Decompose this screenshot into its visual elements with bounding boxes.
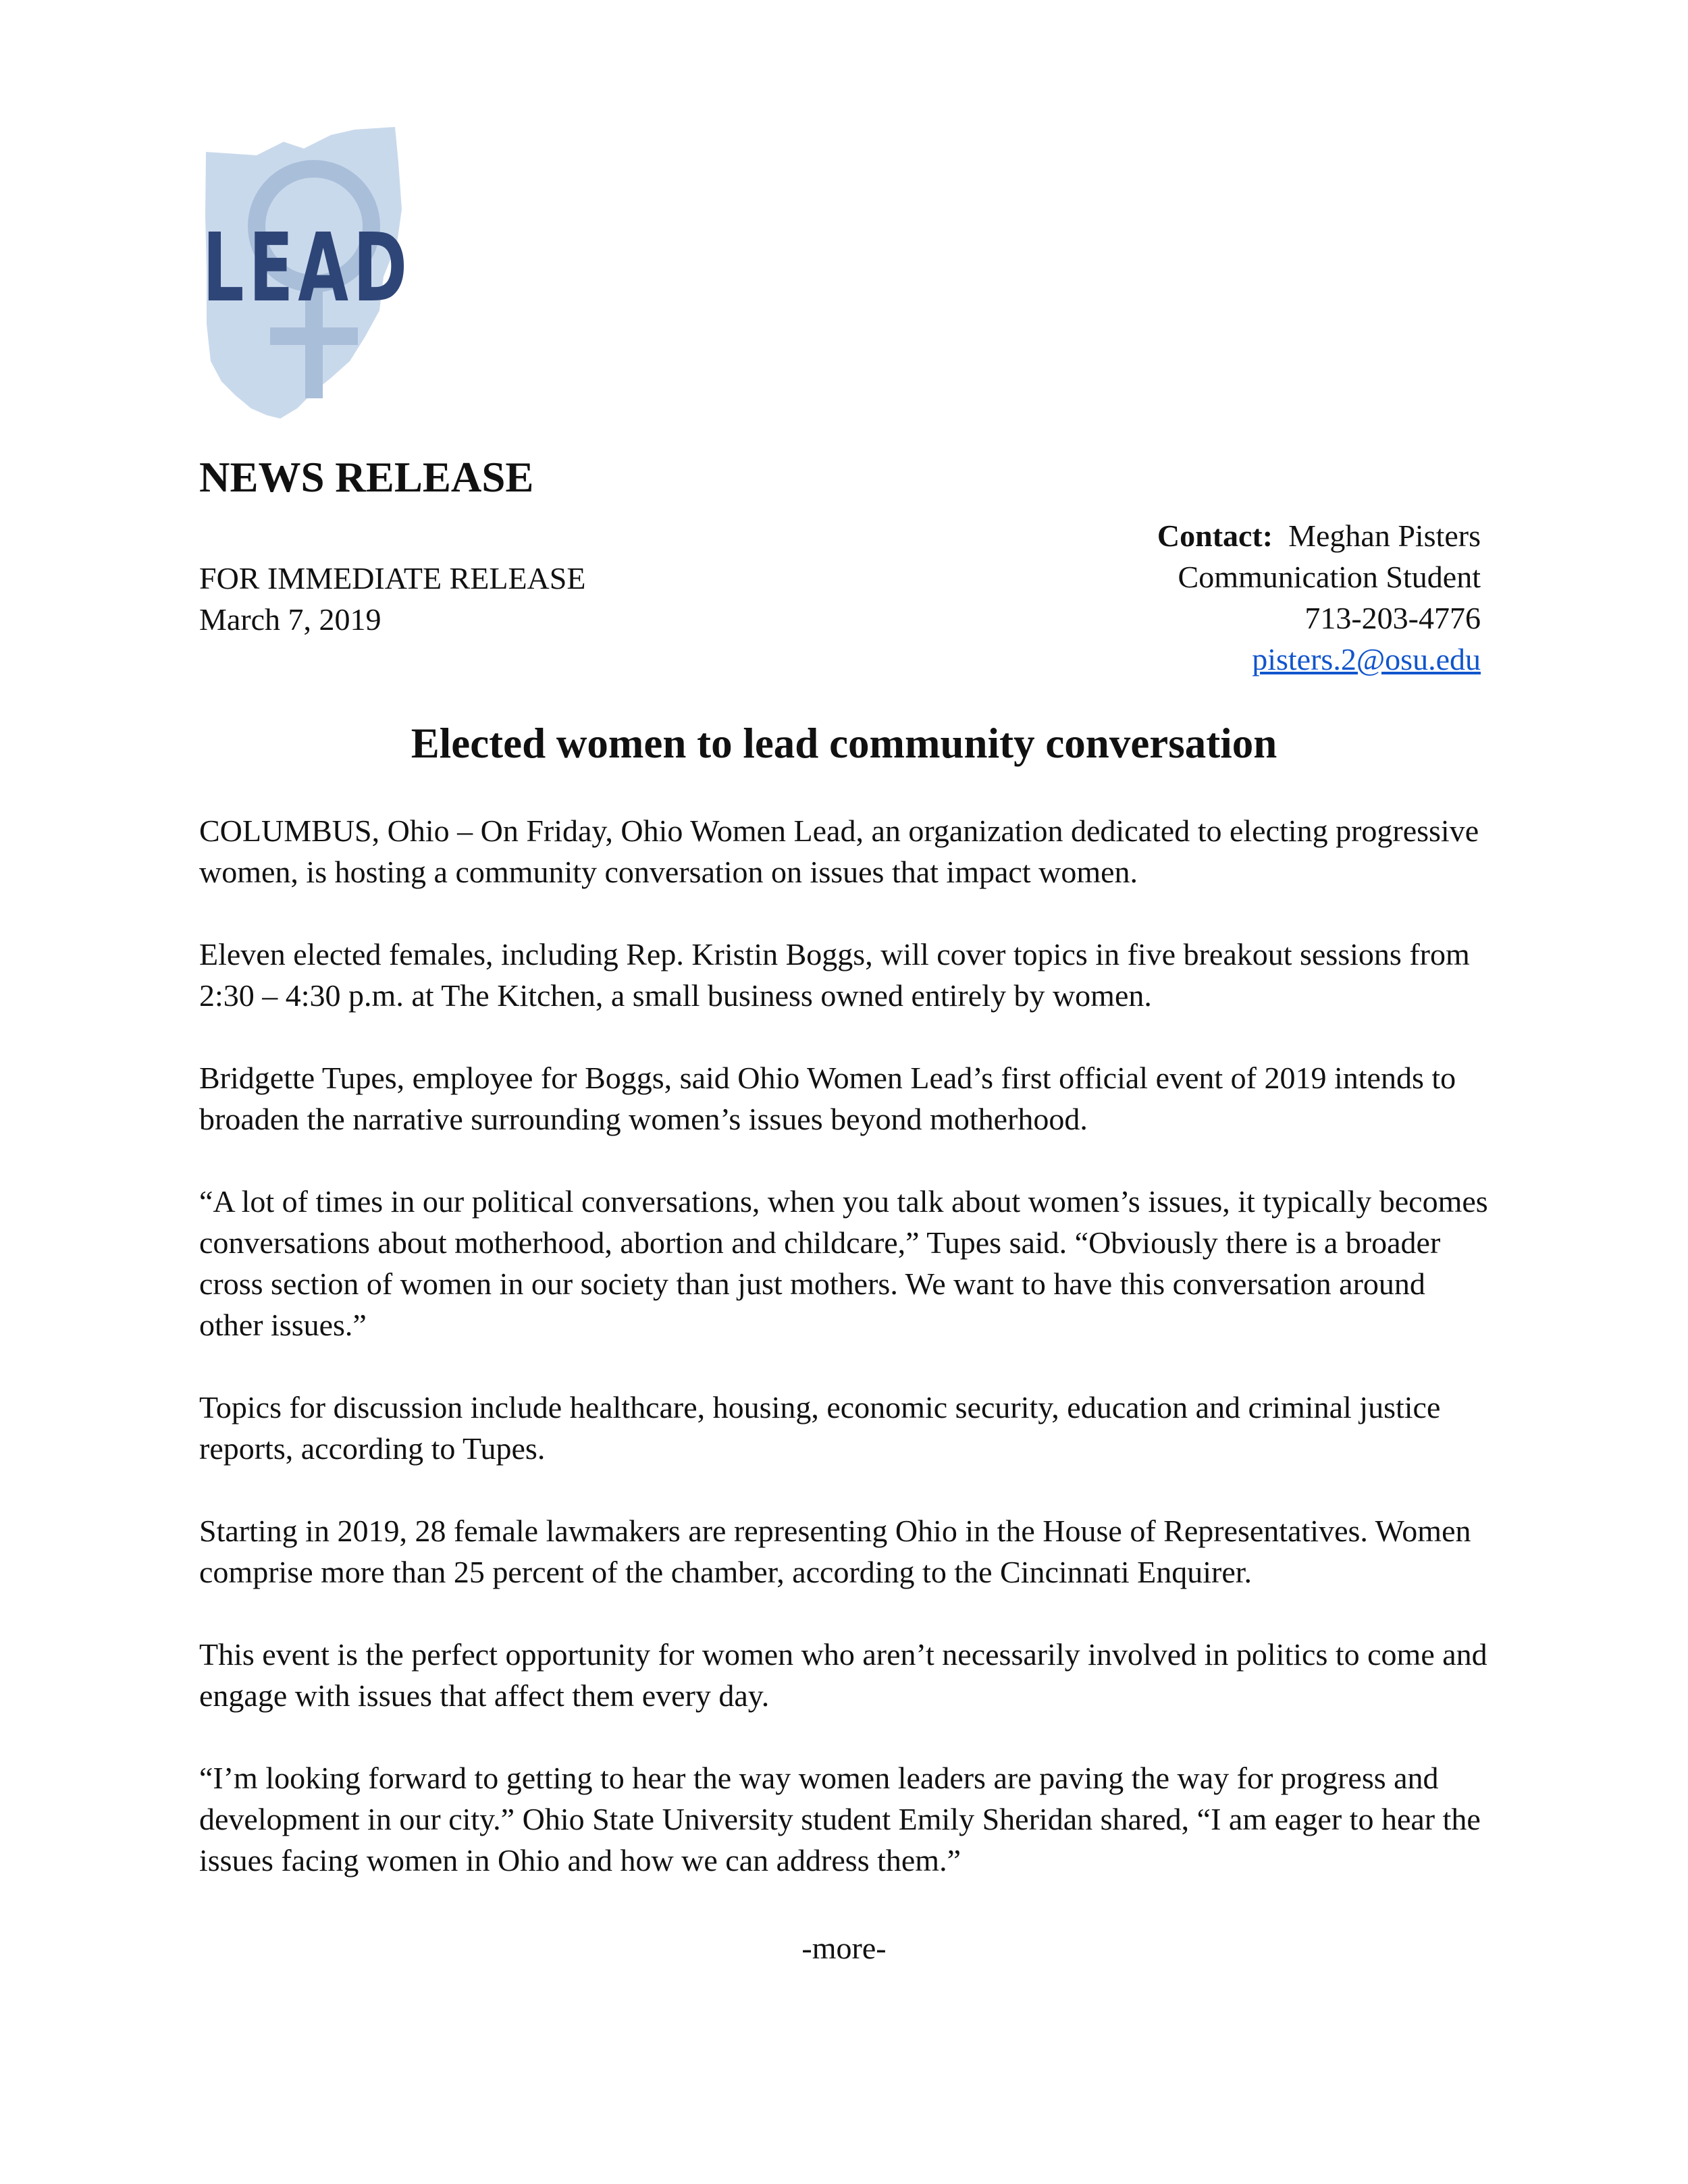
- paragraph: This event is the perfect opportunity for women who aren’t necessarily involved in politics to come and engage with issues that affect them every day.: [199, 1637, 1487, 1713]
- paragraph: Starting in 2019, 28 female lawmakers are representing Ohio in the House of Representatives. Women comprise more than 25 percent of the chamber, according to the Cincinnati Enquirer.: [199, 1514, 1471, 1589]
- more-indicator: -more-: [801, 1931, 887, 1965]
- paragraph: Bridgette Tupes, employee for Boggs, said Ohio Women Lead’s first official event of 2019 intends to broaden the narrative surrounding women’s issues beyond motherhood.: [199, 1061, 1456, 1136]
- contact-title: Communication Student: [1178, 560, 1481, 594]
- contact-block: [1157, 515, 1481, 680]
- paragraph: Eleven elected females, including Rep. Kristin Boggs, will cover topics in five breakout sessions from 2:30 – 4:30 p.m. at The Kitchen, a small business owned entirely by women.: [199, 937, 1470, 1013]
- lead-logo: [203, 122, 473, 425]
- contact-email-link[interactable]: pisters.2@osu.edu: [1252, 642, 1481, 676]
- news-release-heading: NEWS RELEASE: [199, 454, 534, 501]
- contact-line: [1157, 515, 1481, 556]
- release-date: March 7, 2019: [199, 602, 381, 637]
- ohio-venus-logo-icon: [203, 122, 473, 425]
- logo-text: LEAD: [203, 213, 412, 323]
- paragraph: “I’m looking forward to getting to hear the way women leaders are paving the way for progress and development in our city.” Ohio State University student Emily Sheridan shared, “I am eager to hear the issues facing women in Ohio and how we can address them.”: [199, 1761, 1481, 1877]
- paragraph: “A lot of times in our political conversations, when you talk about women’s issues, it typically becomes conversations about motherhood, abortion and childcare,” Tupes said. “Obviously there is a broader cross section of women in our society than just mothers. We want to have this conversation around other issues.”: [199, 1184, 1488, 1342]
- contact-phone: 713-203-4776: [1304, 601, 1481, 635]
- immediate-release-label: FOR IMMEDIATE RELEASE: [199, 561, 586, 595]
- contact-label: Contact:: [1157, 518, 1273, 553]
- paragraph: Topics for discussion include healthcare, housing, economic security, education and criminal justice reports, according to Tupes.: [199, 1390, 1441, 1466]
- paragraph: COLUMBUS, Ohio – On Friday, Ohio Women Lead, an organization dedicated to electing progressive women, is hosting a community conversation on issues that impact women.: [199, 814, 1479, 889]
- contact-name: Meghan Pisters: [1288, 518, 1481, 553]
- article-body: [199, 810, 1496, 1922]
- release-meta: [199, 558, 585, 640]
- headline: Elected women to lead community conversation: [411, 720, 1277, 767]
